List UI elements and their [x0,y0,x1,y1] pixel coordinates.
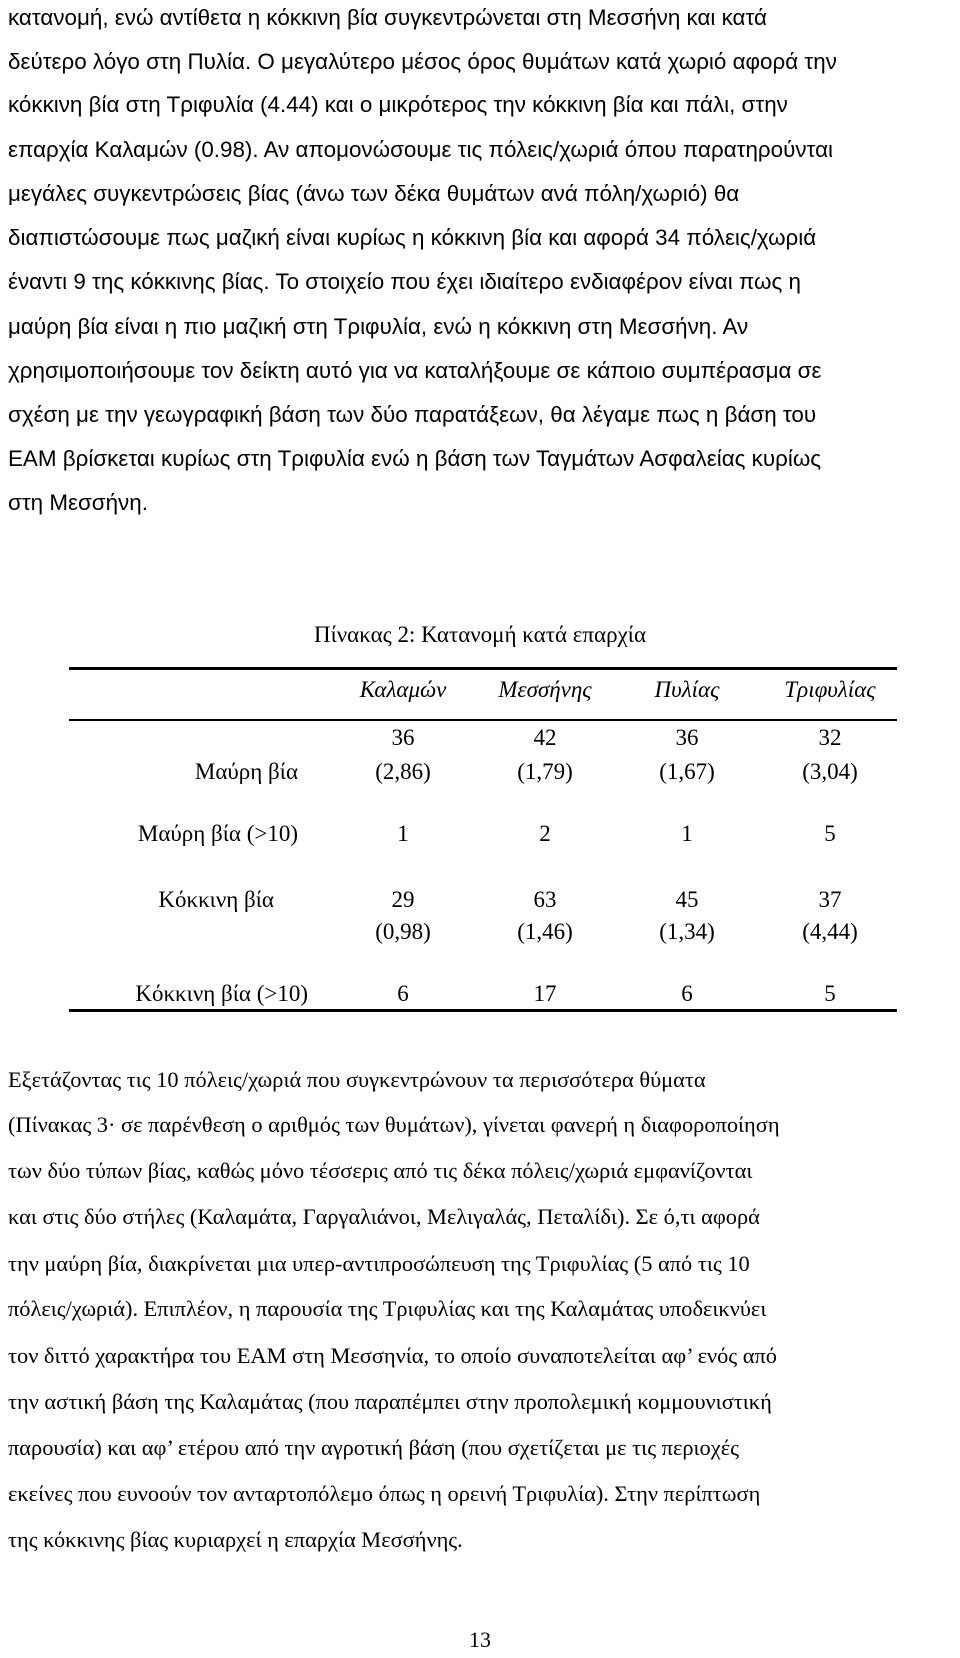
paragraph-line: μεγάλες συγκεντρώσεις βίας (άνω των δέκα θυμάτων ανά πόλη/χωριό) θα [8,181,740,206]
cell-count: 17 [533,981,557,1006]
paragraph-line: και στις δύο στήλες (Καλαμάτα, Γαργαλιάνοι, Μελιγαλάς, Πεταλίδι). Σε ό,τι αφορά [8,1204,760,1229]
row-label: Μαύρη βία [194,759,298,784]
paragraph-line: χρησιμοποιήσουμε τον δείκτη αυτό για να καταλήξουμε σε κάποιο συμπέρασμα σε [8,358,822,383]
paragraph-line: κόκκινη βία στη Τριφυλία (4.44) και ο μικρότερος την κόκκινη βία και πάλι, στην [8,92,788,117]
paragraph-line: διαπιστώσουμε πως μαζική είναι κυρίως η κόκκινη βία και αφορά 34 πόλεις/χωριά [8,225,817,250]
cell-count: 6 [397,981,409,1006]
cell-avg: (0,98) [375,919,431,944]
cell-count: 1 [397,821,409,846]
paragraph-line: στη Μεσσήνη. [8,490,148,515]
page-number: 13 [469,1627,491,1652]
paragraph-line: (Πίνακας 3· σε παρένθεση ο αριθμός των θυμάτων), γίνεται φανερή η διαφοροποίηση [8,1112,780,1137]
cell-avg: (1,34) [659,919,715,944]
cell-count: 36 [391,725,415,750]
cell-count: 63 [533,887,557,912]
row-label: Κόκκινη βία [158,887,274,912]
cell-avg: (3,04) [802,759,858,784]
paragraph-line: τον διττό χαρακτήρα του ΕΑΜ στη Μεσσηνία, το οποίο συναποτελείται αφ’ ενός από [8,1343,777,1368]
cell-count: 29 [391,887,415,912]
table-header-rule [69,719,897,721]
paragraph-line: των δύο τύπων βίας, καθώς μόνο τέσσερις από τις δέκα πόλεις/χωριά εμφανίζονται [8,1158,753,1183]
cell-count: 5 [824,821,836,846]
paragraph-line: Εξετάζοντας τις 10 πόλεις/χωριά που συγκεντρώνουν τα περισσότερα θύματα [8,1067,706,1092]
column-header-trifylias: Τριφυλίας [784,677,876,702]
paragraph-line: έναντι 9 της κόκκινης βίας. Το στοιχείο που έχει ιδιαίτερο ενδιαφέρον είναι πως η [8,269,801,294]
cell-avg: (1,67) [659,759,715,784]
cell-count: 1 [681,821,693,846]
cell-count: 36 [675,725,699,750]
row-label: Κόκκινη βία (>10) [135,981,308,1006]
column-header-messinis: Μεσσήνης [498,677,592,702]
column-header-kalamon: Καλαμών [359,677,447,702]
table-caption: Πίνακας 2: Κατανομή κατά επαρχία [313,622,647,647]
cell-count: 37 [818,887,842,912]
cell-count: 2 [539,821,551,846]
paragraph-line: πόλεις/χωριά). Επιπλέον, η παρουσία της Τριφυλίας και της Καλαμάτας υποδεικνύει [8,1296,767,1321]
cell-count: 42 [533,725,557,750]
paragraph-line: κατανομή, ενώ αντίθετα η κόκκινη βία συγκεντρώνεται στη Μεσσήνη και κατά [8,5,767,30]
cell-count: 45 [675,887,699,912]
cell-avg: (2,86) [375,759,431,784]
paragraph-line: σχέση με την γεωγραφική βάση των δύο παρατάξεων, θα λέγαμε πως η βάση του [8,402,817,427]
cell-count: 32 [818,725,842,750]
paragraph-line: παρουσία) και αφ’ ετέρου από την αγροτική βάση (που σχετίζεται με τις περιοχές [8,1435,739,1460]
paragraph-line: επαρχία Καλαμών (0.98). Αν απομονώσουμε τις πόλεις/χωριά όπου παρατηρούνται [8,137,834,162]
column-header-pylias: Πυλίας [654,677,720,702]
table-bottom-rule [69,1009,897,1012]
cell-count: 5 [824,981,836,1006]
cell-avg: (1,46) [517,919,573,944]
paragraph-line: την αστική βάση της Καλαμάτας (που παραπέμπει στην προπολεμική κομμουνιστική [8,1389,772,1414]
cell-count: 6 [681,981,693,1006]
paragraph-line: ΕΑΜ βρίσκεται κυρίως στη Τριφυλία ενώ η βάση των Ταγμάτων Ασφαλείας κυρίως [8,446,822,471]
paragraph-line: της κόκκινης βίας κυριαρχεί η επαρχία Μεσσήνης. [8,1527,463,1552]
cell-avg: (4,44) [802,919,858,944]
paragraph-line: την μαύρη βία, διακρίνεται μια υπερ-αντιπροσώπευση της Τριφυλίας (5 από τις 10 [8,1251,750,1276]
table-top-rule [69,667,897,670]
paragraph-line: εκείνες που ευνοούν τον ανταρτοπόλεμο όπως η ορεινή Τριφυλία). Στην περίπτωση [8,1481,761,1506]
row-label: Μαύρη βία (>10) [137,821,298,846]
cell-avg: (1,79) [517,759,573,784]
paragraph-line: δεύτερο λόγο στη Πυλία. Ο μεγαλύτερο μέσος όρος θυμάτων κατά χωριό αφορά την [8,49,837,74]
paragraph-line: μαύρη βία είναι η πιο μαζική στη Τριφυλία, ενώ η κόκκινη στη Μεσσήνη. Αν [8,314,749,339]
